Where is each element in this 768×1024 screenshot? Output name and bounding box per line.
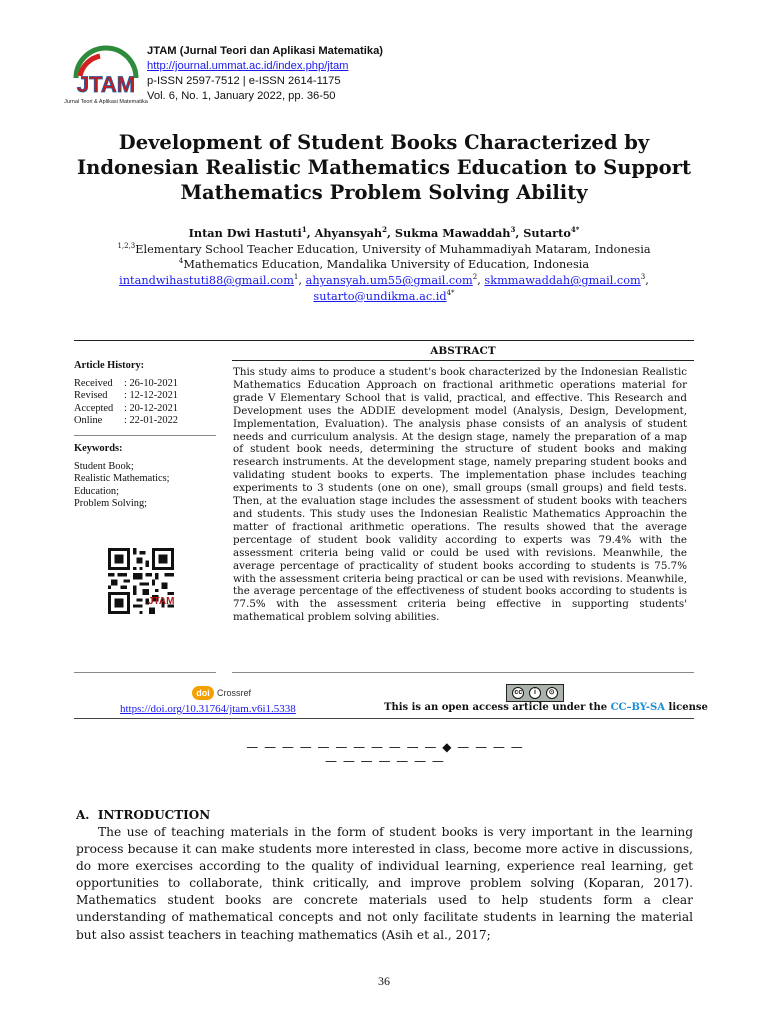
email-link-2[interactable]: ahyansyah.um55@gmail.com: [305, 274, 473, 288]
email-1-sup: 1: [293, 273, 299, 282]
keyword-item: Student Book;: [74, 461, 134, 473]
history-value: : 20-12-2021: [124, 402, 178, 414]
info-top-rule: [74, 340, 694, 341]
article-history-heading: Article History:: [74, 360, 145, 371]
cc-icon: cc: [512, 687, 524, 699]
license-cc-link[interactable]: CC–BY-SA: [610, 702, 666, 713]
page-number: 36: [378, 974, 390, 988]
paper-title: Development of Student Books Characterized by Indonesian Realistic Mathematics Education to Support Mathematics Problem Solving Ability: [77, 131, 691, 204]
history-key: Accepted: [74, 402, 114, 414]
introduction-heading: A. INTRODUCTION: [76, 808, 211, 822]
by-icon: i: [529, 687, 541, 699]
author-names: Intan Dwi Hastuti$^1$, Ahyansyah$^2$, Sukma Mawaddah$^3$, Sutarto$^{4*}$: [188, 225, 580, 240]
cc-by-sa-icon[interactable]: [506, 684, 564, 702]
email-link-3[interactable]: skmmawaddah@gmail.com: [484, 274, 641, 288]
section-ornament: — — — — — — — — — — — ◆ — — — — — — — — — — —: [246, 740, 524, 768]
keywords-heading: Keywords:: [74, 443, 123, 455]
logo-text: JTAM: [76, 72, 136, 97]
logo-caption: Jurnal Teori & Aplikasi Matematika: [64, 99, 148, 105]
author-emails-2: [60, 289, 708, 305]
affiliation-1: [60, 242, 708, 258]
affiliation-2: [60, 257, 708, 273]
keyword-item: Education;: [74, 485, 120, 497]
journal-volume: Vol. 6, No. 1, January 2022, pp. 36-50: [147, 90, 336, 102]
sa-icon: ⊙: [546, 687, 558, 699]
affiliation-1-text: Elementary School Teacher Education, University of Muhammadiyah Mataram, Indonesia: [135, 242, 651, 256]
doi-link[interactable]: https://doi.org/10.31764/jtam.v6i1.5338: [120, 703, 296, 715]
email-4-sup: 4*: [446, 289, 455, 298]
license-suffix: license: [665, 702, 708, 713]
introduction-text: The use of teaching materials in the form of student books is very important in the learning process because it can make students more interested in class, become more active in discussions, do more exercises according to the quality of individual learning, experience real learning, get opportunities to collaborate, think critically, and improve problem solving (Koparan, 2017). Mathematics student books are concrete materials used to help students form a clear understanding of mathematical concepts and not only facilitate students in learning the material but also assist teachers in teaching mathematics (Asih et al., 2017;: [76, 825, 693, 942]
affiliation-2-text: Mathematics Education, Mandalika University of Education, Indonesia: [183, 258, 590, 272]
author-4-sup: 4*: [570, 225, 580, 235]
abstract-bottom-rule: [232, 672, 694, 673]
affiliation-2-sup: 4: [178, 257, 184, 266]
jtam-logo: [64, 48, 148, 114]
history-row: [74, 378, 219, 390]
email-3-sup: 3: [640, 273, 646, 282]
email-link-4[interactable]: sutarto@undikma.ac.id: [313, 289, 447, 303]
license-statement: [384, 702, 708, 713]
author-block: [60, 226, 708, 305]
history-key: Revised: [74, 390, 108, 402]
keyword-item: Problem Solving;: [74, 497, 148, 509]
side-bottom-rule: [74, 672, 216, 673]
author-emails: intandwihastuti88@gmail.com$^1$, ahyansyah.um55@gmail.com$^2$, skmmawaddah@gmail.com$^3$,: [119, 273, 649, 288]
history-row: [74, 403, 219, 415]
affiliation-1-sup: 1,2,3: [117, 241, 136, 250]
journal-url-link[interactable]: http://journal.ummat.ac.id/index.php/jtam: [147, 60, 349, 72]
author-2: Ahyansyah: [314, 226, 383, 240]
journal-issn: p-ISSN 2597-7512 | e-ISSN 2614-1175: [147, 75, 341, 87]
email-2-sup: 2: [472, 273, 478, 282]
abstract-heading: ABSTRACT: [232, 345, 694, 361]
author-1: Intan Dwi Hastuti: [188, 226, 302, 240]
history-row: [74, 415, 219, 427]
history-key: Online: [74, 414, 103, 426]
email-link-1[interactable]: intandwihastuti88@gmail.com: [119, 274, 294, 288]
crossref-logo: [192, 685, 251, 701]
journal-header: [64, 44, 710, 112]
author-2-sup: 2: [382, 225, 387, 235]
qr-label: JTAM: [148, 596, 175, 607]
license-prefix: This is an open access article under the: [384, 702, 611, 713]
author-4: Sutarto: [523, 226, 571, 240]
author-3: Sukma Mawaddah: [394, 226, 511, 240]
history-value: : 22-01-2022: [124, 414, 178, 426]
side-divider: [74, 435, 216, 436]
history-value: : 26-10-2021: [124, 378, 178, 390]
author-1-sup: 1: [301, 225, 307, 235]
crossref-text: Crossref: [217, 688, 252, 698]
author-3-sup: 3: [510, 225, 516, 235]
doi-badge: doi: [192, 686, 214, 700]
doi-rule: [74, 718, 694, 719]
journal-name: JTAM (Jurnal Teori dan Aplikasi Matematika): [147, 45, 384, 57]
abstract-text: This study aims to produce a student's book characterized by the Indonesian Realistic Mathematics Education Approach on fractional arithmetic operations material for grade V Elementary School that is valid, practical, and effective. This Research and Development uses the ADDIE development model (Analysis, Design, Development, Implementation, Evaluation). The analysis phase consists of an analysis of student needs and curriculum analysis. At the design stage, namely the preparation of a map of student book needs, determining the structure of student books and making research instruments. At the development stage, namely preparing student books and validating student books to experts. The implementation phase includes teaching experiments to 3 students (one on one), small groups (small groups) and field tests. Then, at the evaluation stage includes the assessment of student books with teachers and students. This study uses the Indonesian Realistic Mathematics Approachin the matter of fractional arithmetic operations. The results showed that the average percentage of student book validity according to experts was 79.4% with the assessment criteria being valid or could be used with revisions. Meanwhile, the average percentage of practicality of student books according to students is 75.7% with the assessment criteria being practical or can be used with revisions. Meanwhile, the average percentage of the effectiveness of student books according to students is 77.5% with the assessment criteria being effective in supporting students' mathematical problem solving abilities.: [233, 366, 687, 624]
history-value: : 12-12-2021: [124, 390, 178, 402]
journal-info: [147, 44, 383, 104]
history-row: [74, 390, 219, 402]
keyword-list: [74, 461, 219, 510]
keyword-item: Realistic Mathematics;: [74, 473, 170, 485]
history-key: Received: [74, 378, 113, 390]
article-history: [74, 378, 219, 427]
article-info: [74, 360, 219, 510]
